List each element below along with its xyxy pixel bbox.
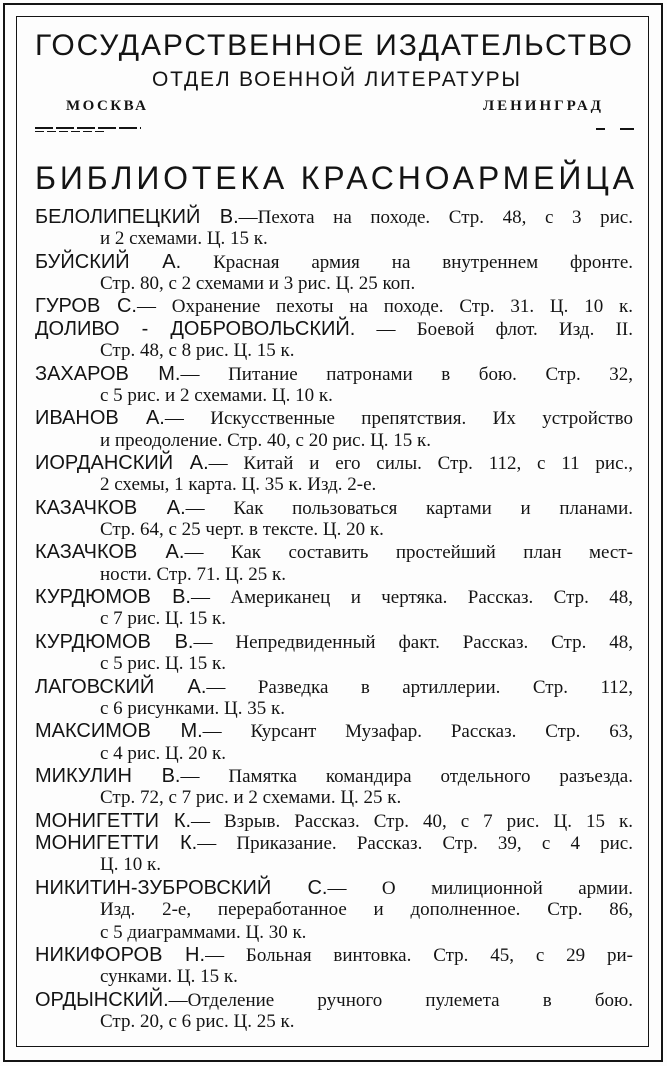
entry-continuation-line (100, 340, 633, 362)
catalog-entry (35, 832, 633, 877)
entry-text: Стр. 64, с 25 черт. в тексте. Ц. 20 к. (100, 519, 384, 541)
entry-text: — Американец и чертяка. Рассказ. Стр. 48, (190, 587, 633, 609)
entry-first-line (35, 541, 633, 563)
entry-first-line (35, 989, 633, 1011)
entry-continuation-line (100, 698, 633, 720)
catalog-entry (35, 631, 633, 676)
entry-author: НИКИТИН-ЗУБРОВСКИЙ С. (35, 876, 328, 899)
entry-continuation-line (100, 1011, 633, 1033)
catalog-entry (35, 989, 633, 1034)
entry-continuation-line (100, 966, 633, 988)
entry-text: — Приказание. Рассказ. Стр. 39, с 4 рис. (197, 833, 633, 855)
entry-text: с 6 рисунками. Ц. 35 к. (100, 697, 285, 719)
entry-first-line (35, 318, 633, 340)
entry-author: НИКИФОРОВ Н. (35, 943, 206, 966)
entry-text: — Искусственные препятствия. Их устройство (164, 408, 633, 430)
entry-text: Стр. 80, с 2 схемами и 3 рис. Ц. 25 коп. (100, 273, 416, 295)
entry-text: с 5 диаграммами. Ц. 30 к. (100, 921, 307, 943)
entry-author: МОНИГЕТТИ К. (35, 809, 192, 832)
entry-text: — Курсант Музафар. Рассказ. Стр. 63, (202, 721, 634, 743)
entry-author: КАЗАЧКОВ А. (35, 496, 186, 519)
entry-author: ИВАНОВ А. (35, 407, 165, 430)
entry-first-line (35, 586, 633, 608)
entry-author: МИКУЛИН В. (35, 764, 181, 787)
entry-first-line (35, 720, 633, 742)
catalog-entry (35, 363, 633, 408)
entry-first-line (35, 363, 633, 385)
entry-first-line (35, 676, 633, 698)
entry-author: КАЗАЧКОВ А. (35, 541, 185, 564)
entry-text: — О милиционной армии. (327, 877, 633, 899)
entry-author: КУРДЮМОВ В. (35, 630, 194, 653)
divider-left (35, 127, 141, 129)
entry-continuation-line (100, 743, 633, 765)
series-title: БИБЛИОТЕКА КРАСНОАРМЕЙЦА (35, 160, 638, 196)
catalog-entry (35, 497, 633, 542)
entry-first-line (35, 295, 633, 317)
publisher-heading: ГОСУДАРСТВЕННОЕ ИЗДАТЕЛЬСТВО (35, 29, 634, 62)
entry-continuation-line (100, 854, 633, 876)
entry-first-line (35, 944, 633, 966)
entry-continuation-line (100, 899, 633, 921)
catalog-entry (35, 318, 633, 363)
entry-text: — Как составить простейший план мест- (184, 542, 633, 564)
entry-text: — Непредвиденный факт. Рассказ. Стр. 48, (193, 631, 633, 653)
entry-text: Стр. 20, с 6 рис. Ц. 25 к. (100, 1010, 295, 1032)
entry-text: Стр. 48, с 8 рис. Ц. 15 к. (100, 340, 295, 362)
entry-text: Изд. 2-е, переработанное и дополненное. Стр. 86, (100, 899, 633, 921)
entry-continuation-line (100, 564, 633, 586)
entry-author: БУЙСКИЙ А. (35, 250, 182, 273)
entry-first-line (35, 765, 633, 787)
entry-first-line (35, 832, 633, 854)
entry-text: — Китай и его силы. Стр. 112, с 11 рис., (208, 452, 634, 474)
catalog-list (35, 206, 633, 1033)
divider-right (596, 128, 634, 130)
catalog-entry (35, 810, 633, 832)
entry-text: Ц. 10 к. (100, 854, 161, 876)
entry-text: —Пехота на походе. Стр. 48, с 3 рис. (238, 207, 633, 228)
entry-text: — Больная винтовка. Стр. 45, с 29 ри- (205, 944, 633, 966)
entry-text: с 5 рис. и 2 схемами. Ц. 10 к. (100, 384, 333, 406)
catalog-entry (35, 407, 633, 452)
catalog-entry (35, 944, 633, 989)
entry-continuation-line (100, 474, 633, 496)
catalog-entry (35, 295, 633, 317)
entry-author: ГУРОВ С. (35, 295, 137, 318)
entry-author: ИОРДАНСКИЙ А. (35, 451, 209, 474)
divider-left-secondary (35, 131, 105, 132)
entry-text: — Как пользоваться картами и планами. (185, 497, 633, 519)
entry-first-line (35, 206, 633, 228)
entry-text: —Отделение ручного пулемета в бою. (168, 989, 633, 1011)
entry-text: — Взрыв. Рассказ. Стр. 40, с 7 рис. Ц. 15 к. (191, 810, 634, 832)
entry-text: — Питание патронами в бою. Стр. 32, (180, 363, 634, 385)
entry-continuation-line (100, 653, 633, 675)
entry-text: сунками. Ц. 15 к. (100, 966, 238, 988)
entry-text: — Памятка командира отдельного разъезда. (180, 765, 633, 787)
entry-continuation-line (100, 430, 633, 452)
entry-first-line (35, 810, 633, 832)
entry-continuation-line (100, 273, 633, 295)
entry-author: ЗАХАРОВ М. (35, 362, 181, 385)
entry-text: и преодоление. Стр. 40, с 20 рис. Ц. 15 к. (100, 429, 432, 451)
catalog-entry (35, 586, 633, 631)
catalog-entry (35, 541, 633, 586)
entry-text: — Боевой флот. Изд. II. (355, 318, 633, 340)
catalog-entry (35, 206, 633, 251)
entry-text: Красная армия на внутреннем фронте. (181, 251, 634, 273)
entry-first-line (35, 631, 633, 653)
city-right: ЛЕНИНГРАД (483, 98, 604, 114)
catalog-entry (35, 452, 633, 497)
entry-text: с 7 рис. Ц. 15 к. (100, 608, 226, 630)
entry-text: и 2 схемами. Ц. 15 к. (100, 228, 268, 250)
entry-author: МОНИГЕТТИ К. (35, 832, 198, 855)
catalog-entry (35, 720, 633, 765)
entry-first-line (35, 251, 633, 273)
entry-continuation-line (100, 519, 633, 541)
entry-text: с 4 рис. Ц. 20 к. (100, 742, 226, 764)
entry-first-line (35, 497, 633, 519)
city-left: МОСКВА (66, 98, 149, 114)
entry-author: МАКСИМОВ М. (35, 720, 203, 743)
department-heading: ОТДЕЛ ВОЕННОЙ ЛИТЕРАТУРЫ (152, 68, 522, 91)
entry-continuation-line (100, 787, 633, 809)
entry-continuation-line (100, 922, 633, 944)
entry-author: БЕЛОЛИПЕЦКИЙ В. (35, 206, 239, 228)
entry-author: ОРДЫНСКИЙ. (35, 988, 169, 1011)
entry-author: КУРДЮМОВ В. (35, 586, 191, 609)
entry-first-line (35, 452, 633, 474)
entry-text: — Разведка в артиллерии. Стр. 112, (206, 676, 634, 698)
catalog-entry (35, 251, 633, 296)
entry-first-line (35, 877, 633, 899)
entry-text: 2 схемы, 1 карта. Ц. 35 к. Изд. 2-е. (100, 474, 377, 496)
entry-continuation-line (100, 608, 633, 630)
entry-text: Стр. 72, с 7 рис. и 2 схемами. Ц. 25 к. (100, 787, 402, 809)
entry-text: ности. Стр. 71. Ц. 25 к. (100, 563, 286, 585)
entry-text: с 5 рис. Ц. 15 к. (100, 653, 226, 675)
entry-first-line (35, 407, 633, 429)
entry-text: — Охранение пехоты на походе. Стр. 31. Ц. 10 к. (136, 296, 633, 318)
entry-author: ДОЛИВО - ДОБРОВОЛЬСКИЙ. (35, 317, 356, 340)
entry-continuation-line (100, 385, 633, 407)
catalog-entry (35, 676, 633, 721)
entry-continuation-line (100, 228, 633, 250)
catalog-entry (35, 877, 633, 944)
catalog-entry (35, 765, 633, 810)
entry-author: ЛАГОВСКИЙ А. (35, 675, 207, 698)
